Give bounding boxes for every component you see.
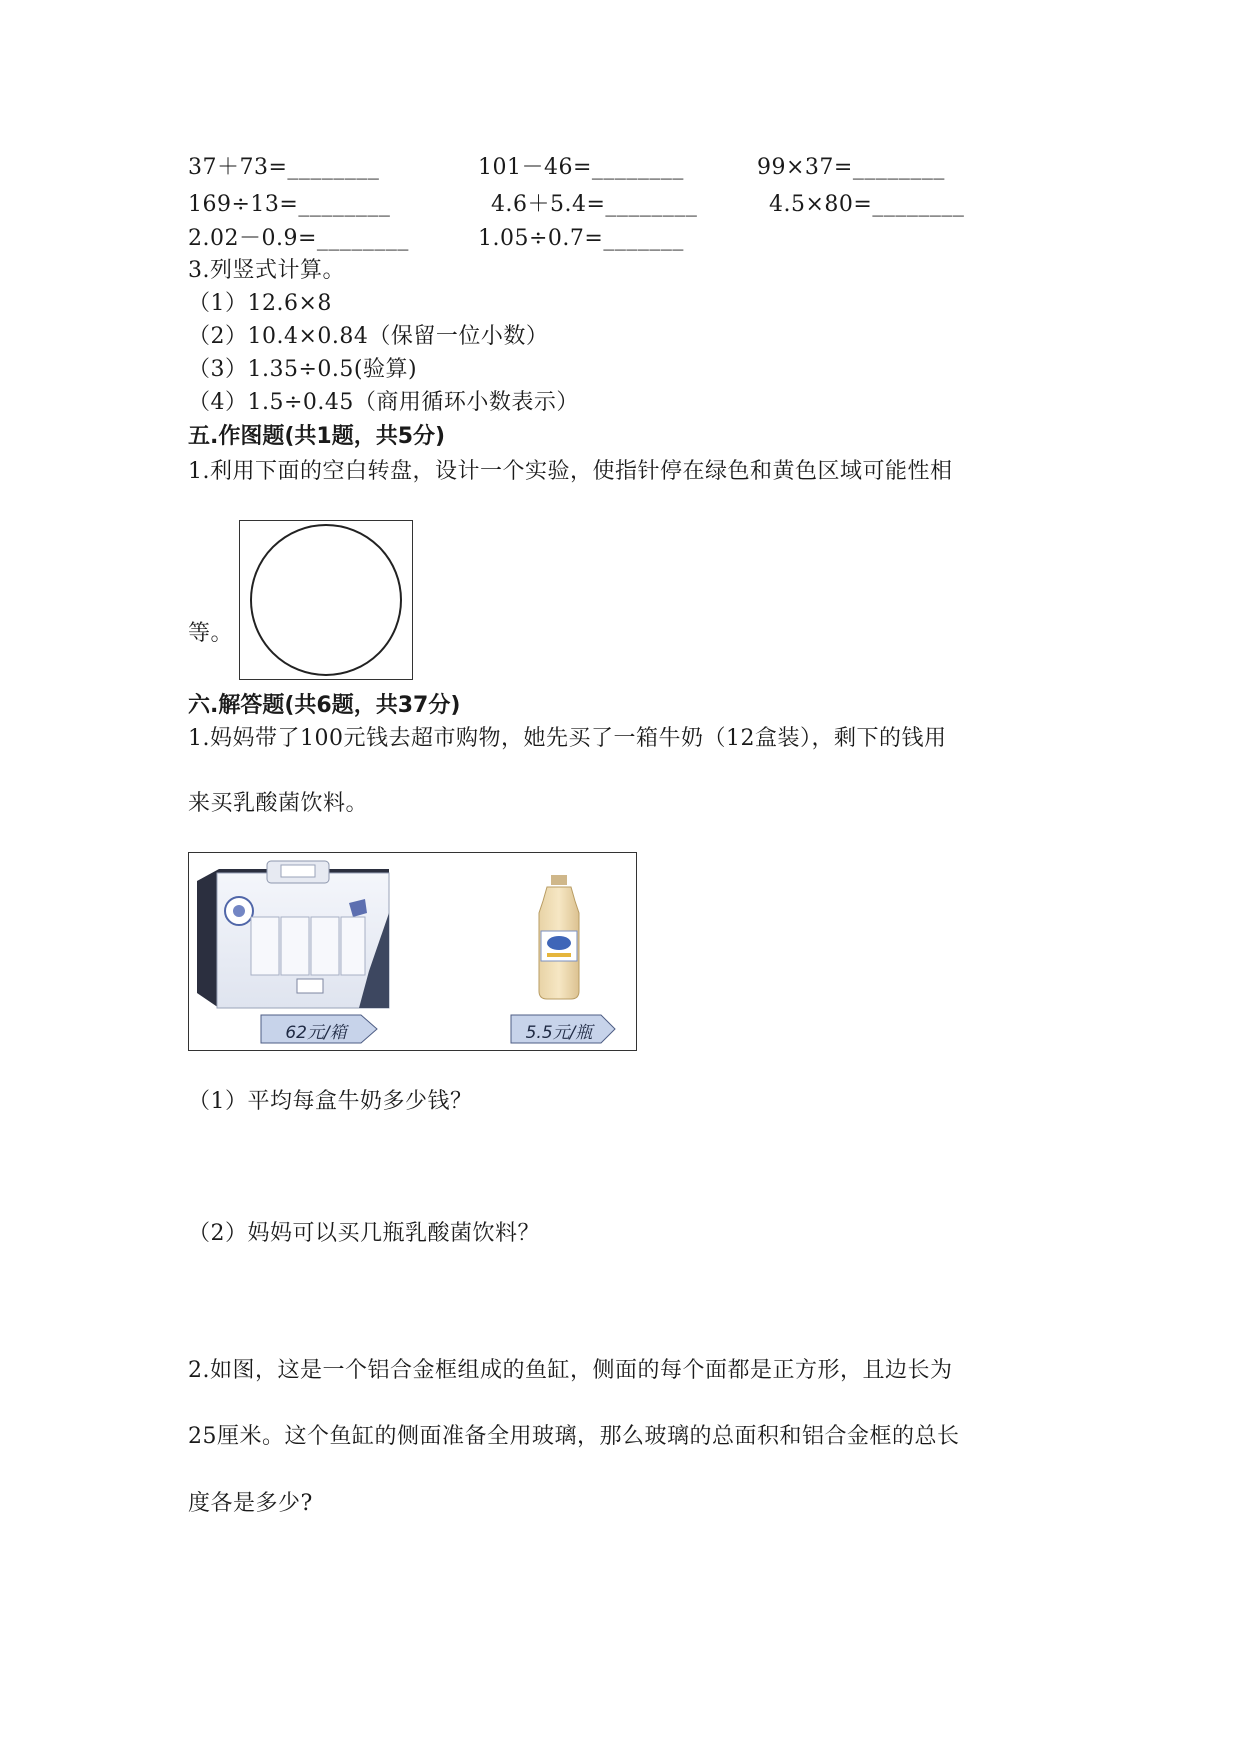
spinner-circle — [240, 521, 412, 679]
arith-r2c1: 169÷13=________ — [188, 192, 391, 217]
section6-q1-sub2: （2）妈妈可以买几瓶乳酸菌饮料？ — [188, 1221, 540, 1246]
arith-r2c2: 4.6＋5.4=________ — [491, 192, 698, 217]
vertical-title: 3.列竖式计算。 — [188, 258, 345, 283]
vertical-item-4: （4）1.5÷0.45（商用循环小数表示） — [188, 390, 579, 415]
arith-r3c1: 2.02－0.9=________ — [188, 226, 409, 251]
arith-r1c1: 37＋73=________ — [188, 155, 380, 180]
drink-price-tag: 5.5元/瓶 — [525, 1023, 593, 1043]
section6-q2-line1: 2.如图，这是一个铝合金框组成的鱼缸，侧面的每个面都是正方形，且边长为 — [188, 1358, 953, 1383]
section6-q2-line3: 度各是多少? — [188, 1491, 313, 1516]
arith-r3c2: 1.05÷0.7=_______ — [478, 226, 684, 251]
product-image — [188, 852, 637, 1051]
vertical-item-3: （3）1.35÷0.5(验算) — [188, 357, 418, 382]
arith-r1c3: 99×37=________ — [757, 155, 945, 180]
section6-q2-line2: 25厘米。这个鱼缸的侧面准备全用玻璃，那么玻璃的总面积和铝合金框的总长 — [188, 1424, 960, 1449]
arith-r1c2: 101－46=________ — [478, 155, 684, 180]
milk-price-tag: 62元/箱 — [285, 1023, 347, 1043]
section6-heading: 六.解答题(共6题，共37分) — [188, 693, 461, 718]
section6-q1-line1: 1.妈妈带了100元钱去超市购物，她先买了一箱牛奶（12盒装），剩下的钱用 — [188, 726, 947, 751]
section6-q1-sub1: （1）平均每盒牛奶多少钱？ — [188, 1089, 473, 1114]
vertical-item-1: （1）12.6×8 — [188, 291, 332, 316]
arith-r2c3: 4.5×80=________ — [769, 192, 965, 217]
blank-spinner — [239, 520, 413, 680]
section5-q1-line2: 等。 — [188, 621, 234, 646]
vertical-item-2: （2）10.4×0.84（保留一位小数） — [188, 324, 549, 349]
section5-heading: 五.作图题(共1题，共5分) — [188, 424, 446, 449]
section6-q1-line2: 来买乳酸菌饮料。 — [188, 791, 369, 816]
section5-q1-line1: 1.利用下面的空白转盘，设计一个实验，使指针停在绿色和黄色区域可能性相 — [188, 459, 953, 484]
